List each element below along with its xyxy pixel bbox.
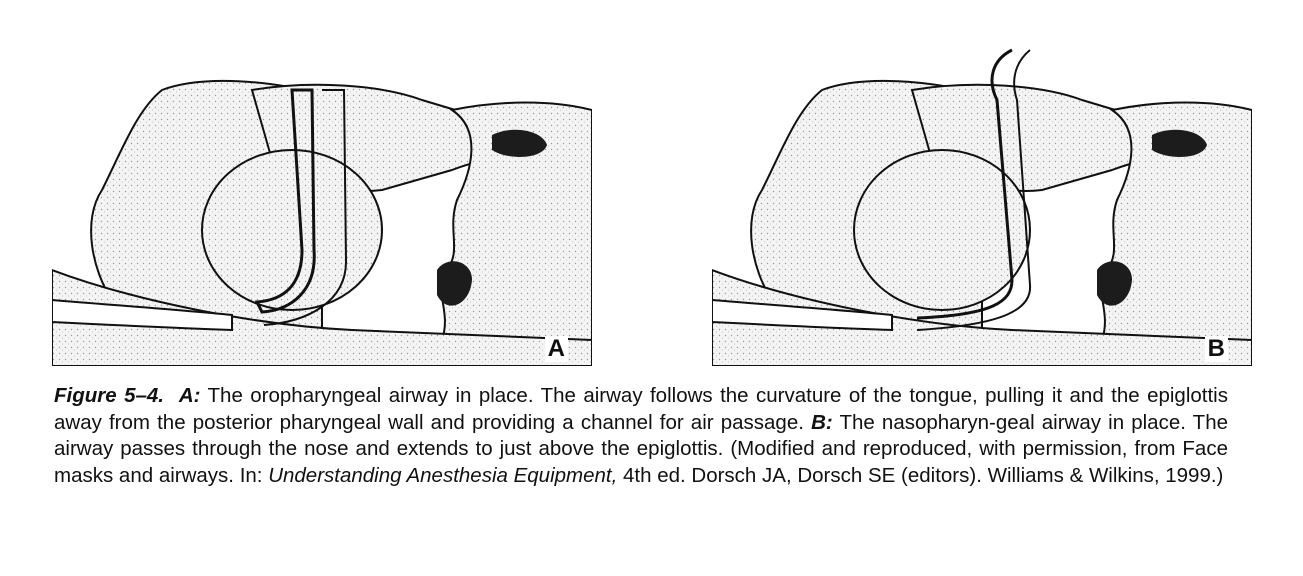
nasopharyngeal-airway-drawing (712, 40, 1252, 366)
caption-label-b: B: (811, 410, 833, 434)
panel-b-illustration (712, 40, 1252, 366)
figure-label: Figure 5–4. (54, 384, 164, 407)
caption-label-a: A: (178, 384, 201, 407)
caption-text-b: The nasopharyn-geal airway in place. The airway passes through the nose and extends to just above the epiglottis. (54, 410, 1229, 460)
caption-text-a: The oropharyngeal airway in place. The airway follows the curvature of the tongue, pulling it and the epiglottis away from the posterior pharyngeal wall and providing a channel for air passage. (54, 384, 1228, 434)
caption-book-title: Understanding Anesthesia Equipment, (268, 463, 618, 487)
panel-letter-b: B (1205, 336, 1228, 362)
oropharyngeal-airway-drawing (52, 40, 592, 366)
caption-credit-pre: (Modified and reproduced, with permission, from Face masks and airways. In: (54, 437, 1228, 487)
figure-caption (54, 383, 1228, 489)
panel-a-illustration (52, 40, 592, 366)
caption-credit-post: 4th ed. Dorsch JA, Dorsch SE (editors). Williams & Wilkins, 1999.) (623, 463, 1224, 487)
panel-letter-a: A (545, 336, 568, 362)
